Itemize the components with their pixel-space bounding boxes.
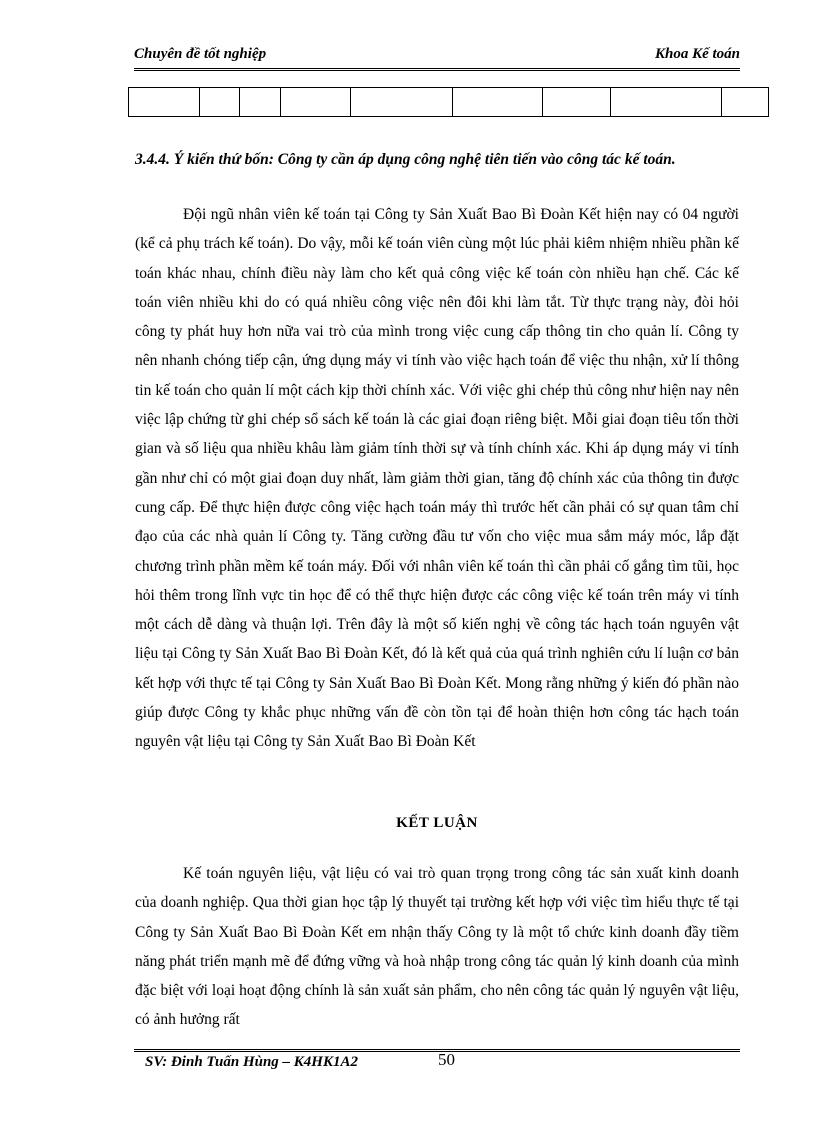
table-cell [129,88,200,117]
table-fragment [128,87,769,117]
footer-author: SV: Đinh Tuấn Hùng – K4HK1A2 [145,1054,358,1070]
table-cell [200,88,240,117]
header-department: Khoa Kế toán [654,46,740,62]
section-paragraph: Đội ngũ nhân viên kế toán tại Công ty Sản Xuất Bao Bì Đoàn Kết hiện nay có 04 người (kể cả phụ trách kế toán). Do vậy, mỗi kế toán viên cùng một lúc phải kiêm nhiệm nhiều phần kế toán khác nhau, chính điều này làm cho kết quả công việc kế toán còn nhiều hạn chế. Các kế toán viên nhiều khi do có quá nhiều công việc nên đôi khi làm tắt. Từ thực trạng này, đòi hỏi công ty phát huy hơn nữa vai trò của mình trong việc cung cấp thông tin cho quản lí. Công ty nên nhanh chóng tiếp cận, ứng dụng máy vi tính vào việc hạch toán để việc thu nhận, xử lí thông tin kế toán cho quản lí một cách kịp thời chính xác. Với việc ghi chép thủ công như hiện nay nên việc lập chứng từ ghi chép sổ sách kế toán là các giai đoạn riêng biệt. Mỗi giai đoạn tiêu tốn thời gian và số liệu qua nhiều khâu làm giảm tính thời sự và tính chính xác. Khi áp dụng máy vi tính gần như chỉ có một giai đoạn duy nhất, làm giảm thời gian, tăng độ chính xác của thông tin được cung cấp. Để thực hiện được công việc hạch toán máy thì trước hết cần phải có sự quan tâm chỉ đạo của các nhà quản lí Công ty. Tăng cường đầu tư vốn cho việc mua sắm máy móc, lắp đặt chương trình phần mềm kế toán máy. Đối với nhân viên kế toán thì cần phải cố gắng tìm tũi, học hỏi thêm trong lĩnh vực tin học để có thể thực hiện được các công việc kế toán trên máy vi tính một cách dễ dàng và thuận lợi. Trên đây là một số kiến nghị về công tác hạch toán nguyên vật liệu tại Công ty Sản Xuất Bao Bì Đoàn Kết, đó là kết quả của quá trình nghiên cứu lí luận cơ bản kết hợp với thực tế tại Công ty Sản Xuất Bao Bì Đoàn Kết. Mong rằng những ý kiến đó phần nào giúp được Công ty khắc phục những vấn đề còn tồn tại để hoàn thiện hơn công tác hạch toán nguyên vật liệu tại Công ty Sản Xuất Bao Bì Đoàn Kết [135,206,739,751]
footer-rule [134,1049,740,1052]
header-title: Chuyên đề tốt nghiệp [134,46,267,62]
page-number: 50 [438,1050,455,1069]
table-cell [351,88,453,117]
table-row [129,88,769,117]
table-cell [611,88,722,117]
table-cell [543,88,611,117]
page-header [134,44,740,66]
table-cell [453,88,543,117]
header-rule [134,68,740,71]
section-heading: 3.4.4. Ý kiến thứ bốn: Công ty cần áp dụng công nghệ tiên tiến vào công tác kế toán. [135,151,676,168]
table-cell [281,88,351,117]
table-cell [722,88,769,117]
conclusion-paragraph: Kế toán nguyên liệu, vật liệu có vai trò quan trọng trong công tác sản xuất kinh doanh của doanh nghiệp. Qua thời gian học tập lý thuyết tại trường kết hợp với việc tìm hiểu thực tế tại Công ty Sản Xuất Bao Bì Đoàn Kết em nhận thấy Công ty là một tổ chức kinh doanh đầy tiềm năng phát triển mạnh mẽ để đứng vững và hoà nhập trong công tác quản lý kinh doanh của mình đặc biệt với loại hoạt động chính là sản xuất sản phẩm, cho nên công tác quản lý nguyên vật liệu, có ảnh hưởng rất [135,865,739,1029]
conclusion-title: KẾT LUẬN [396,815,478,831]
table-cell [240,88,281,117]
